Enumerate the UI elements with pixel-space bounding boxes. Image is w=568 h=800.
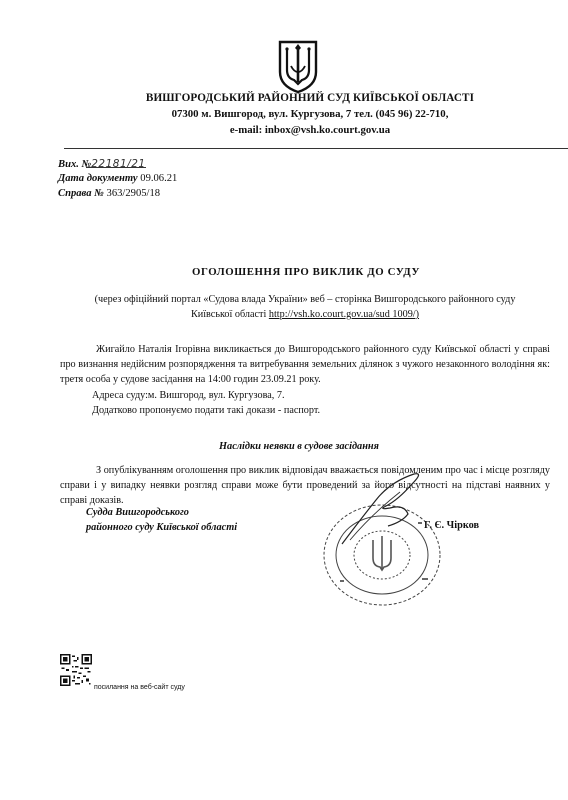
subtitle-line-2	[60, 307, 550, 323]
document-date-line	[58, 173, 177, 184]
case-value: 363/2905/18	[106, 188, 161, 199]
court-address: 07300 м. Вишгород, вул. Кургузова, 7 тел. (045 96) 22-710,	[171, 108, 449, 120]
qr-caption: посилання на веб-сайт суду	[94, 684, 185, 691]
consequences-heading: Наслідки неявки в судове засідання	[219, 441, 379, 452]
website-qr-code[interactable]	[60, 654, 92, 686]
court-website-link[interactable]: http://vsh.ko.court.gov.ua/sud 1009/)	[268, 309, 420, 320]
judge-name: Г. Є. Чірков	[424, 520, 480, 531]
court-address-line: Адреса суду:м. Вишгород, вул. Кургузова, 7.	[92, 390, 285, 401]
summons-paragraph	[60, 342, 550, 388]
case-number-line	[58, 188, 160, 199]
summons-text: Жигайло Наталія Ігорівна викликається до Вишгородського районного суду Київської області у справі про визнання недійсним розпорядження та витребування земельних ділянок з чужого незаконного володіння як: третя особа у судове засідання на 14:00 годин 23.09.21 року.	[60, 344, 550, 386]
outgoing-number-line	[58, 158, 146, 170]
consequences-paragraph	[60, 463, 550, 509]
evidence-line: Додатково пропонуємо подати такі докази - паспорт.	[92, 405, 321, 416]
subtitle-text: Київської області	[190, 309, 269, 320]
outgoing-number: 22181/21	[91, 158, 146, 170]
judge-position-line-2: районного суду Київської області	[86, 522, 238, 533]
document-title: ОГОЛОШЕННЯ ПРО ВИКЛИК ДО СУДУ	[192, 266, 420, 278]
outgoing-label: Вих. №	[58, 159, 92, 170]
case-label: Справа №	[58, 188, 104, 199]
subtitle-line-1: (через офіційний портал «Судова влада України» веб – сторінка Вишгородського районного суду	[94, 294, 516, 305]
court-email: e-mail: inbox@vsh.ko.court.gov.ua	[229, 124, 391, 136]
court-name: ВИШГОРОДСЬКИЙ РАЙОННИЙ СУД КИЇВСЬКОЇ ОБЛАСТІ	[145, 92, 475, 104]
handwritten-signature	[338, 470, 428, 550]
header-divider	[64, 148, 568, 149]
judge-position-line-1: Судда Вишгородського	[86, 507, 189, 518]
consequences-text: З опублікуванням оголошення про виклик відповідач вважається повідомленим про час і місце розгляду справи і у випадку неявки розгляд справи може бути проведений за його відсутності на підставі наявних у справі доказів.	[60, 465, 550, 507]
trident-emblem-icon	[274, 38, 322, 94]
date-value: 09.06.21	[140, 173, 178, 184]
date-label: Дата документу	[58, 173, 138, 184]
